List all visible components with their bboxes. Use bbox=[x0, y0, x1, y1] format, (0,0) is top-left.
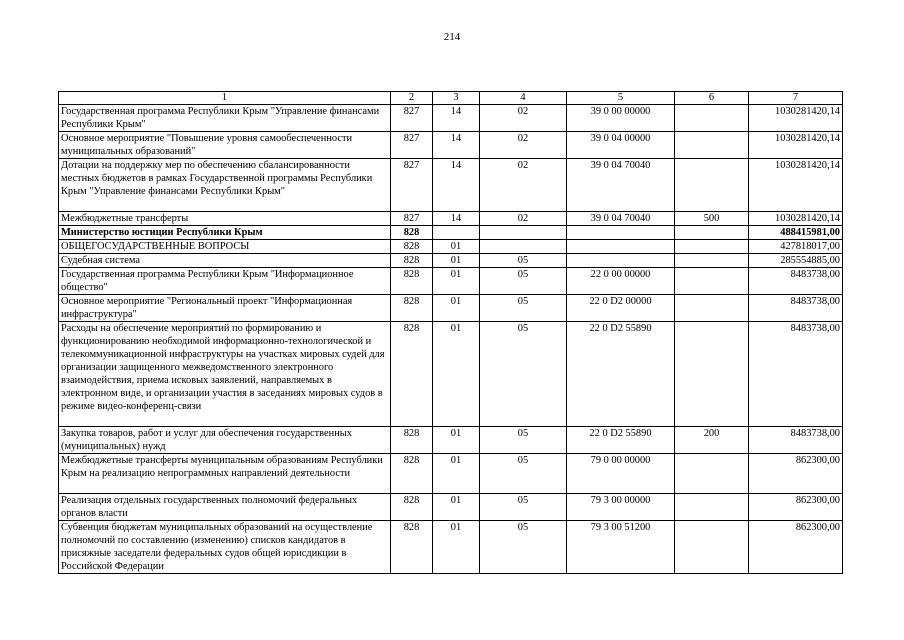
row-name: Субвенция бюджетам муниципальных образований на осуществление полномочий по составлению (изменению) списков кандидатов в присяжные заседатели федеральных судов общей юрисдикции в Российской Федерации bbox=[59, 521, 391, 574]
cell-target-article: 79 0 00 00000 bbox=[567, 454, 675, 494]
column-header: 5 bbox=[567, 92, 675, 105]
cell-ministry-code: 827 bbox=[391, 212, 433, 226]
cell-amount: 8483738,00 bbox=[749, 268, 843, 295]
cell-target-article: 22 0 D2 00000 bbox=[567, 295, 675, 322]
cell-section: 14 bbox=[433, 132, 480, 159]
cell-amount: 862300,00 bbox=[749, 521, 843, 574]
row-name: Межбюджетные трансферты bbox=[59, 212, 391, 226]
cell-section: 14 bbox=[433, 159, 480, 212]
table-row bbox=[59, 322, 843, 427]
cell-subsection: 02 bbox=[480, 132, 567, 159]
cell-target-article: 22 0 00 00000 bbox=[567, 268, 675, 295]
column-header: 4 bbox=[480, 92, 567, 105]
column-header: 7 bbox=[749, 92, 843, 105]
cell-target-article: 79 3 00 51200 bbox=[567, 521, 675, 574]
cell-section: 01 bbox=[433, 268, 480, 295]
cell-subsection: 02 bbox=[480, 159, 567, 212]
table-header-row bbox=[59, 92, 843, 105]
cell-amount: 8483738,00 bbox=[749, 322, 843, 427]
cell-subsection: 05 bbox=[480, 454, 567, 494]
cell-section: 14 bbox=[433, 105, 480, 132]
table-row bbox=[59, 254, 843, 268]
cell-target-article: 39 0 04 70040 bbox=[567, 212, 675, 226]
column-header: 3 bbox=[433, 92, 480, 105]
cell-expense-type: 500 bbox=[675, 212, 749, 226]
cell-amount: 1030281420,14 bbox=[749, 159, 843, 212]
column-header: 2 bbox=[391, 92, 433, 105]
budget-table bbox=[58, 91, 843, 574]
cell-section: 01 bbox=[433, 427, 480, 454]
cell-ministry-code: 828 bbox=[391, 295, 433, 322]
cell-target-article bbox=[567, 240, 675, 254]
row-name: Дотации на поддержку мер по обеспечению сбалансированности местных бюджетов в рамках Государственной программы Республики Крым "Управление финансами Республики Крым" bbox=[59, 159, 391, 212]
cell-subsection: 05 bbox=[480, 494, 567, 521]
table-row bbox=[59, 454, 843, 494]
cell-amount: 1030281420,14 bbox=[749, 212, 843, 226]
cell-ministry-code: 828 bbox=[391, 521, 433, 574]
row-name: Основное мероприятие "Повышение уровня самообеспеченности муниципальных образований" bbox=[59, 132, 391, 159]
column-header: 6 bbox=[675, 92, 749, 105]
cell-expense-type bbox=[675, 521, 749, 574]
cell-ministry-code: 827 bbox=[391, 159, 433, 212]
cell-section: 01 bbox=[433, 254, 480, 268]
cell-subsection bbox=[480, 226, 567, 240]
cell-subsection: 02 bbox=[480, 212, 567, 226]
cell-amount: 1030281420,14 bbox=[749, 105, 843, 132]
row-name: Министерство юстиции Республики Крым bbox=[59, 226, 391, 240]
table-row bbox=[59, 212, 843, 226]
table-row bbox=[59, 295, 843, 322]
cell-ministry-code: 827 bbox=[391, 105, 433, 132]
cell-subsection: 02 bbox=[480, 105, 567, 132]
cell-target-article: 79 3 00 00000 bbox=[567, 494, 675, 521]
row-name: Государственная программа Республики Крым "Информационное общество" bbox=[59, 268, 391, 295]
row-name: Судебная система bbox=[59, 254, 391, 268]
cell-target-article: 22 0 D2 55890 bbox=[567, 322, 675, 427]
cell-section: 14 bbox=[433, 212, 480, 226]
cell-section: 01 bbox=[433, 454, 480, 494]
cell-expense-type bbox=[675, 494, 749, 521]
table-row bbox=[59, 226, 843, 240]
cell-section: 01 bbox=[433, 322, 480, 427]
cell-expense-type: 200 bbox=[675, 427, 749, 454]
cell-section: 01 bbox=[433, 295, 480, 322]
cell-target-article: 39 0 04 00000 bbox=[567, 132, 675, 159]
cell-ministry-code: 828 bbox=[391, 494, 433, 521]
row-name: Государственная программа Республики Крым "Управление финансами Республики Крым" bbox=[59, 105, 391, 132]
cell-target-article bbox=[567, 254, 675, 268]
cell-subsection: 05 bbox=[480, 295, 567, 322]
cell-section: 01 bbox=[433, 240, 480, 254]
cell-subsection: 05 bbox=[480, 521, 567, 574]
cell-target-article: 22 0 D2 55890 bbox=[567, 427, 675, 454]
cell-section bbox=[433, 226, 480, 240]
cell-ministry-code: 828 bbox=[391, 240, 433, 254]
cell-subsection: 05 bbox=[480, 254, 567, 268]
cell-target-article: 39 0 04 70040 bbox=[567, 159, 675, 212]
cell-ministry-code: 828 bbox=[391, 427, 433, 454]
cell-expense-type bbox=[675, 132, 749, 159]
table-row bbox=[59, 105, 843, 132]
cell-expense-type bbox=[675, 295, 749, 322]
cell-expense-type bbox=[675, 240, 749, 254]
table-row bbox=[59, 159, 843, 212]
row-name: ОБЩЕГОСУДАРСТВЕННЫЕ ВОПРОСЫ bbox=[59, 240, 391, 254]
table-row bbox=[59, 240, 843, 254]
cell-expense-type bbox=[675, 254, 749, 268]
cell-expense-type bbox=[675, 322, 749, 427]
cell-section: 01 bbox=[433, 521, 480, 574]
page-number: 214 bbox=[443, 31, 461, 43]
cell-subsection: 05 bbox=[480, 427, 567, 454]
table-row bbox=[59, 521, 843, 574]
cell-ministry-code: 827 bbox=[391, 132, 433, 159]
cell-ministry-code: 828 bbox=[391, 322, 433, 427]
row-name: Основное мероприятие "Региональный проект "Информационная инфраструктура" bbox=[59, 295, 391, 322]
cell-expense-type bbox=[675, 159, 749, 212]
cell-expense-type bbox=[675, 454, 749, 494]
table-row bbox=[59, 494, 843, 521]
cell-section: 01 bbox=[433, 494, 480, 521]
cell-expense-type bbox=[675, 268, 749, 295]
cell-subsection bbox=[480, 240, 567, 254]
cell-amount: 8483738,00 bbox=[749, 295, 843, 322]
cell-expense-type bbox=[675, 226, 749, 240]
row-name: Реализация отдельных государственных полномочий федеральных органов власти bbox=[59, 494, 391, 521]
table-row bbox=[59, 132, 843, 159]
cell-target-article: 39 0 00 00000 bbox=[567, 105, 675, 132]
cell-amount: 8483738,00 bbox=[749, 427, 843, 454]
row-name: Межбюджетные трансферты муниципальным образованиям Республики Крым на реализацию непрограммных направлений деятельности bbox=[59, 454, 391, 494]
table-row bbox=[59, 268, 843, 295]
cell-amount: 285554885,00 bbox=[749, 254, 843, 268]
cell-amount: 488415981,00 bbox=[749, 226, 843, 240]
cell-amount: 862300,00 bbox=[749, 494, 843, 521]
cell-target-article bbox=[567, 226, 675, 240]
cell-expense-type bbox=[675, 105, 749, 132]
cell-subsection: 05 bbox=[480, 322, 567, 427]
cell-amount: 1030281420,14 bbox=[749, 132, 843, 159]
cell-ministry-code: 828 bbox=[391, 254, 433, 268]
table-row bbox=[59, 427, 843, 454]
cell-amount: 427818017,00 bbox=[749, 240, 843, 254]
row-name: Расходы на обеспечение мероприятий по формированию и функционированию необходимой информационно-технологической и телекоммуникационной инфраструктуры на участках мировых судей для организации защищенного межведомственного электронного взаимодействия, приема исковых заявлений, направляемых в электронном виде, и организации участия в заседаниях мировых судов в режиме видео-конференц-связи bbox=[59, 322, 391, 427]
cell-ministry-code: 828 bbox=[391, 268, 433, 295]
cell-subsection: 05 bbox=[480, 268, 567, 295]
cell-ministry-code: 828 bbox=[391, 226, 433, 240]
cell-amount: 862300,00 bbox=[749, 454, 843, 494]
column-header: 1 bbox=[59, 92, 391, 105]
cell-ministry-code: 828 bbox=[391, 454, 433, 494]
row-name: Закупка товаров, работ и услуг для обеспечения государственных (муниципальных) нужд bbox=[59, 427, 391, 454]
